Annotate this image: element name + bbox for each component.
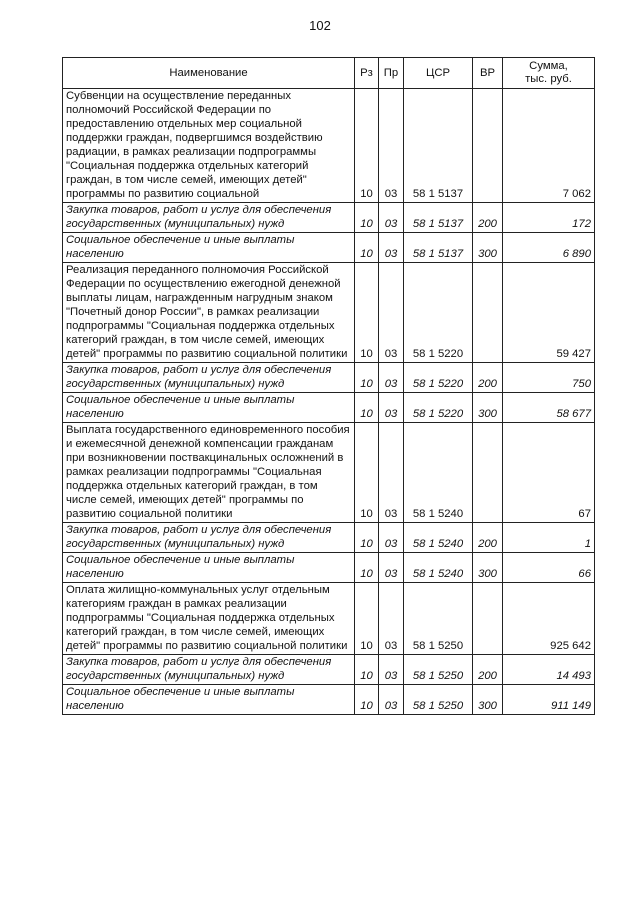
header-name: Наименование (63, 58, 355, 89)
row-rz: 10 (355, 203, 379, 233)
row-name: Закупка товаров, работ и услуг для обеспечения государственных (муниципальных) нужд (63, 203, 355, 233)
table-header (63, 58, 595, 89)
row-rz: 10 (355, 393, 379, 423)
header-sum (503, 58, 595, 89)
row-vr: 200 (473, 523, 503, 553)
row-csr: 58 1 5240 (404, 523, 473, 553)
table-row (63, 363, 595, 393)
row-sum: 7 062 (503, 89, 595, 203)
row-rz: 10 (355, 263, 379, 363)
row-rz: 10 (355, 553, 379, 583)
row-csr: 58 1 5220 (404, 393, 473, 423)
budget-table (62, 57, 595, 715)
row-pr: 03 (379, 393, 404, 423)
row-rz: 10 (355, 685, 379, 715)
row-vr: 200 (473, 203, 503, 233)
row-vr: 200 (473, 363, 503, 393)
row-sum: 14 493 (503, 655, 595, 685)
row-csr: 58 1 5250 (404, 655, 473, 685)
row-pr: 03 (379, 203, 404, 233)
row-sum: 172 (503, 203, 595, 233)
row-sum: 66 (503, 553, 595, 583)
page-number: 102 (309, 18, 331, 33)
row-rz: 10 (355, 523, 379, 553)
row-sum: 58 677 (503, 393, 595, 423)
row-csr: 58 1 5137 (404, 89, 473, 203)
row-csr: 58 1 5220 (404, 363, 473, 393)
row-pr: 03 (379, 363, 404, 393)
row-sum: 925 642 (503, 583, 595, 655)
header-row (63, 58, 595, 89)
table-row (63, 583, 595, 655)
header-csr: ЦСР (404, 58, 473, 89)
row-pr: 03 (379, 583, 404, 655)
row-csr: 58 1 5250 (404, 583, 473, 655)
row-name: Закупка товаров, работ и услуг для обеспечения государственных (муниципальных) нужд (63, 655, 355, 685)
row-vr (473, 263, 503, 363)
row-name: Социальное обеспечение и иные выплаты населению (63, 553, 355, 583)
row-csr: 58 1 5137 (404, 233, 473, 263)
table-row (63, 523, 595, 553)
row-sum: 6 890 (503, 233, 595, 263)
table-row (63, 263, 595, 363)
row-rz: 10 (355, 89, 379, 203)
header-pr: Пр (379, 58, 404, 89)
row-name: Выплата государственного единовременного пособия и ежемесячной денежной компенсации гражданам при возникновении поствакцинальных осложнений в рамках реализации подпрограммы "Социальная поддержка отдельных категорий граждан, в том числе семей, имеющих детей" программы по развитию социальной политики (63, 423, 355, 523)
row-pr: 03 (379, 553, 404, 583)
row-vr (473, 89, 503, 203)
row-name: Субвенции на осуществление переданных полномочий Российской Федерации по предоставлению отдельных мер социальной поддержки граждан, подвергшимся воздействию радиации, в рамках реализации подпрограммы "Социальная поддержка отдельных категорий граждан, в том числе семей, имеющих детей" программы по развитию социальной (63, 89, 355, 203)
row-csr: 58 1 5137 (404, 203, 473, 233)
table-row (63, 393, 595, 423)
row-rz: 10 (355, 363, 379, 393)
row-name: Социальное обеспечение и иные выплаты населению (63, 685, 355, 715)
row-pr: 03 (379, 655, 404, 685)
row-vr (473, 423, 503, 523)
table-row (63, 423, 595, 523)
row-vr: 300 (473, 233, 503, 263)
row-rz: 10 (355, 233, 379, 263)
row-name: Реализация переданного полномочия Российской Федерации по осуществлению ежегодной денежной выплаты лицам, награжденным нагрудным знаком "Почетный донор России", в рамках реализации подпрограммы "Социальная поддержка отдельных категорий граждан, в том числе семей, имеющих детей" программы по развитию социальной политики (63, 263, 355, 363)
row-vr: 200 (473, 655, 503, 685)
row-pr: 03 (379, 263, 404, 363)
table-row (63, 553, 595, 583)
row-vr: 300 (473, 393, 503, 423)
row-rz: 10 (355, 423, 379, 523)
row-rz: 10 (355, 583, 379, 655)
table-row (63, 89, 595, 203)
row-sum: 59 427 (503, 263, 595, 363)
row-vr: 300 (473, 553, 503, 583)
row-pr: 03 (379, 423, 404, 523)
header-sum-line1: Сумма, (529, 60, 568, 72)
row-name: Закупка товаров, работ и услуг для обеспечения государственных (муниципальных) нужд (63, 523, 355, 553)
row-name: Закупка товаров, работ и услуг для обеспечения государственных (муниципальных) нужд (63, 363, 355, 393)
row-sum: 911 149 (503, 685, 595, 715)
row-csr: 58 1 5220 (404, 263, 473, 363)
row-sum: 67 (503, 423, 595, 523)
table-row (63, 233, 595, 263)
row-csr: 58 1 5250 (404, 685, 473, 715)
row-sum: 750 (503, 363, 595, 393)
row-pr: 03 (379, 523, 404, 553)
row-sum: 1 (503, 523, 595, 553)
table-row (63, 655, 595, 685)
row-csr: 58 1 5240 (404, 553, 473, 583)
table-row (63, 203, 595, 233)
row-vr (473, 583, 503, 655)
row-pr: 03 (379, 685, 404, 715)
table-body (63, 89, 595, 715)
row-rz: 10 (355, 655, 379, 685)
header-sum-line2: тыс. руб. (525, 73, 572, 85)
header-vr: ВР (473, 58, 503, 89)
header-rz: Рз (355, 58, 379, 89)
row-csr: 58 1 5240 (404, 423, 473, 523)
row-pr: 03 (379, 233, 404, 263)
row-name: Оплата жилищно-коммунальных услуг отдельным категориям граждан в рамках реализации подпрограммы "Социальная поддержка отдельных категорий граждан, в том числе семей, имеющих детей" программы по развитию социальной политики (63, 583, 355, 655)
row-name: Социальное обеспечение и иные выплаты населению (63, 233, 355, 263)
row-vr: 300 (473, 685, 503, 715)
table-row (63, 685, 595, 715)
row-name: Социальное обеспечение и иные выплаты населению (63, 393, 355, 423)
row-pr: 03 (379, 89, 404, 203)
